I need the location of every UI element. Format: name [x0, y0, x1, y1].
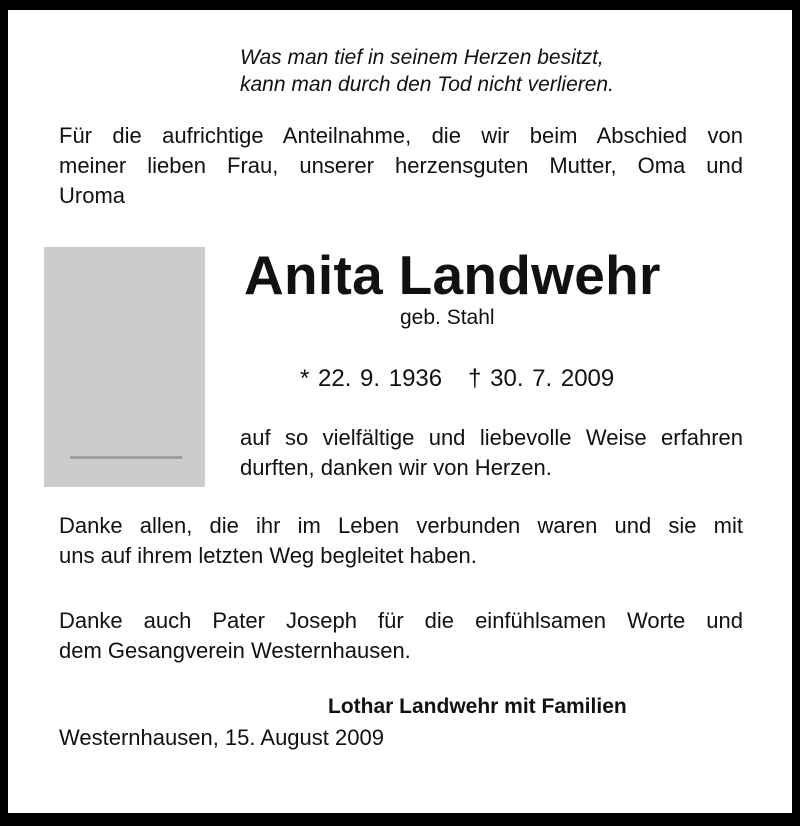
- motto-line-1: Was man tief in seinem Herzen besitzt,: [240, 46, 604, 69]
- birth-date: * 22. 9. 1936: [300, 365, 443, 392]
- birth-name: geb. Stahl: [400, 306, 495, 329]
- thanks-pater-line-1: Danke auch Pater Joseph für die einfühlsamen Worte und: [59, 608, 743, 633]
- obituary-card: [8, 10, 792, 813]
- intro-line-2: meiner lieben Frau, unserer herzensguten Mutter, Oma und: [59, 153, 743, 178]
- thanks-pater-paragraph: [59, 606, 743, 666]
- intro-paragraph: [59, 121, 743, 211]
- thanks-all-paragraph: [59, 511, 743, 571]
- intro-line-1: Für die aufrichtige Anteilnahme, die wir beim Abschied von: [59, 123, 743, 148]
- thanks-line-2: durften, danken wir von Herzen.: [240, 455, 552, 480]
- thanks-all-line-1: Danke allen, die ihr im Leben verbunden waren und sie mit: [59, 513, 743, 538]
- photo-caption-placeholder: [70, 456, 182, 459]
- intro-line-3: Uroma: [59, 183, 126, 208]
- life-dates: [300, 364, 614, 394]
- place-and-date: Westernhausen, 15. August 2009: [59, 725, 384, 750]
- death-date: † 30. 7. 2009: [468, 365, 615, 392]
- signature: Lothar Landwehr mit Familien: [328, 695, 627, 718]
- motto-line-2: kann man durch den Tod nicht verlieren.: [240, 73, 614, 96]
- thanks-all-line-2: uns auf ihrem letzten Weg begleitet haben.: [59, 543, 477, 568]
- photo-placeholder: [44, 247, 205, 487]
- thanks-pater-line-2: dem Gesangverein Westernhausen.: [59, 638, 411, 663]
- deceased-name: Anita Landwehr: [244, 244, 661, 306]
- thanks-paragraph: [240, 423, 743, 483]
- motto-quote: [240, 44, 614, 98]
- thanks-line-1: auf so vielfältige und liebevolle Weise erfahren: [240, 425, 743, 450]
